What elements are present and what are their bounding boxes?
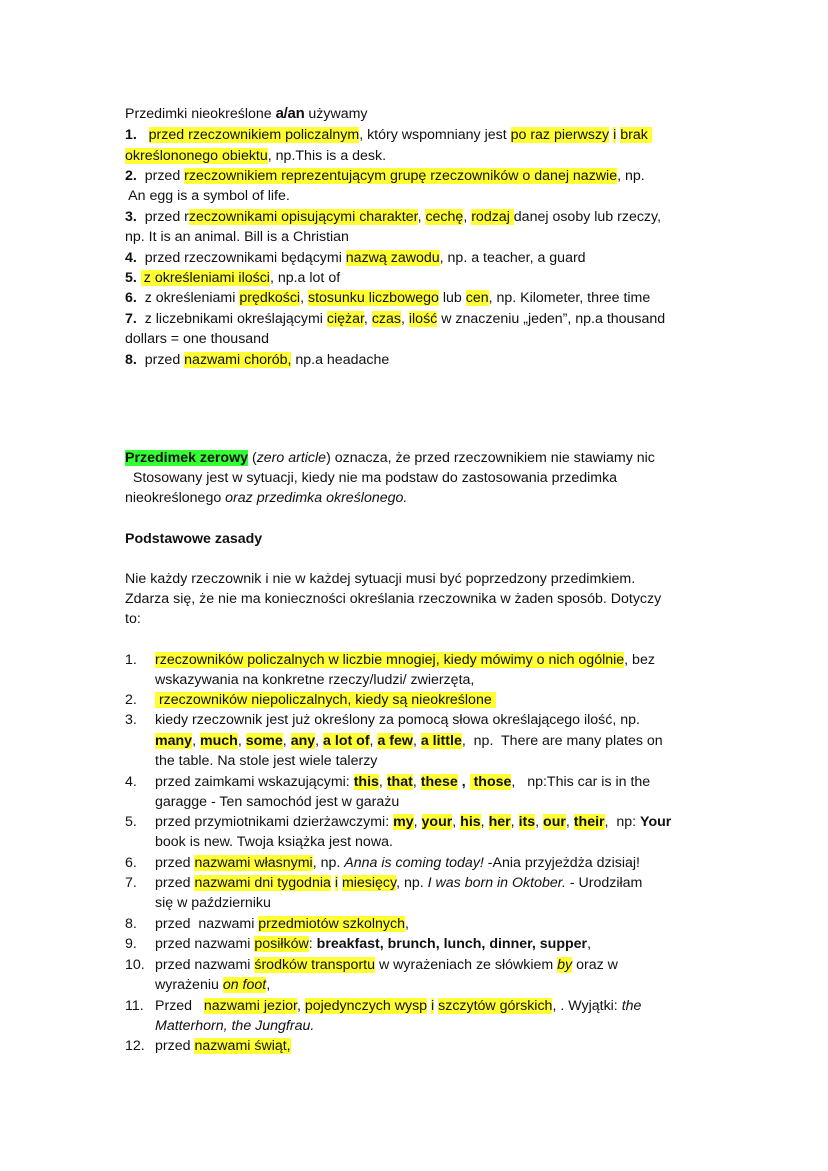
highlight: this [353,774,379,790]
text: - Urodziłam [565,875,643,891]
text: Your [640,814,672,830]
intro-bold-term: a/an [275,105,305,122]
highlight: that [386,774,413,790]
highlight: cen [465,290,489,306]
list-item-4-line-1 [155,772,650,792]
rule-3-line-1 [125,207,661,227]
text: danej osoby lub rzeczy, [513,209,662,225]
text: oraz w [572,957,618,973]
highlight: ilość [408,311,438,327]
intro-paragraph-1: Nie każdy rzeczownik i nie w każdej sytuacji musi być poprzedzony przedimkiem. [125,571,636,587]
rule-number: 4. [125,250,137,266]
text: , [565,814,570,830]
text: , np.This is a desk. [267,148,387,164]
text: przed [155,875,195,891]
text: Przed [155,998,204,1014]
text: ) oznacza, że przed rzeczownikiem nie stawiamy nic [326,450,655,466]
text: , [452,814,457,830]
highlight: posiłków [254,936,309,952]
intro-text: Przedimki nieokreślone [125,106,276,122]
text: lub [438,290,466,306]
highlight: his [460,814,481,830]
highlight: i [334,875,338,891]
list-item-3-line-2 [155,731,663,751]
text: przed nazwami [155,936,255,952]
list-number: 1. [125,652,137,668]
text: , [363,311,372,327]
section-heading: Podstawowe zasady [125,531,263,547]
highlight: brak [620,127,652,143]
highlight: rzeczowników policzalnych w liczbie mnogiej, kiedy mówimy o nich ogólnie [155,652,625,668]
text: , np.a lot of [269,270,341,286]
text: , [369,733,374,749]
text: , [296,998,305,1014]
highlight: ciężar [326,311,364,327]
list-number: 11. [125,998,144,1014]
highlight: i [613,127,617,143]
rule-8-line [125,350,389,370]
list-item-11-line-1 [155,996,641,1016]
rule-5-line [125,268,340,288]
list-item-1-line-1 [155,650,655,670]
list-number: 8. [125,916,137,932]
highlight: any [290,733,316,749]
highlight: przedmiotów szkolnych [258,916,405,932]
highlight: rodzaj [471,209,514,225]
text: breakfast, brunch, lunch, dinner, supper [316,936,588,952]
highlight: rzeczowników niepoliczalnych, kiedy są nieokreślone [155,692,496,708]
text: przed r [136,209,189,225]
list-number: 4. [125,774,137,790]
list-item-10-line-2 [155,975,270,995]
text: -Ania przyjeżdża dzisiaj! [483,855,640,871]
zero-article-line-3 [125,488,407,508]
text: , [535,814,540,830]
list-item-3-line-3: the table. Na stole jest wiele talerzy [155,753,378,769]
highlight: i [431,998,435,1014]
rule-4-line [125,248,586,268]
intro-paragraph-2: Zdarza się, że nie ma konieczności określania rzeczownika w żaden sposób. Dotyczy [125,591,662,607]
text: , np. [396,875,428,891]
text: np.a headache [291,352,390,368]
highlight: my [393,814,414,830]
text: przed [155,1038,195,1054]
text: , [587,936,592,952]
text: , np. There are many plates on [461,733,663,749]
rule-2-line-1 [125,166,645,186]
text: przed nazwami [155,916,259,932]
text: zero article [256,450,327,466]
text: przed [136,168,185,184]
highlight: prędkości [239,290,301,306]
text: , [417,209,426,225]
highlight: our [543,814,566,830]
list-number: 5. [125,814,137,830]
rule-number: 5. [125,270,137,286]
rule-7-line-2: dollars = one thousand [125,331,269,347]
text: , [457,774,470,790]
text: w znaczeniu „jeden”, np.a thousand [437,311,666,327]
list-item-2 [155,690,496,710]
highlight: przed rzeczownikiem policzalnym [148,127,360,143]
text: , [237,733,242,749]
rule-2-line-2: An egg is a symbol of life. [125,188,290,204]
highlight: zeczownikami opisującymi charakter [188,209,418,225]
rule-number: 2. [125,168,137,184]
text: , [480,814,485,830]
text: , [404,916,409,932]
highlight: a few [377,733,413,749]
list-number: 2. [125,692,137,708]
rule-number: 1. [125,127,137,143]
text: , [282,733,287,749]
text: , [266,977,271,993]
rule-6-line [125,288,650,308]
text: z określeniami [136,290,240,306]
highlight: on foot [222,977,267,993]
list-item-1-line-2: wskazywania na konkretne rzeczy/ludzi/ zwierzęta, [155,672,475,688]
text: , [412,733,417,749]
highlight: some [245,733,283,749]
highlight: nazwami świąt, [194,1038,291,1054]
list-item-10-line-1 [155,955,618,975]
list-item-8 [155,914,409,934]
zero-article-term: Przedimek zerowy [125,450,249,466]
text: , [315,733,320,749]
highlight: nazwami własnymi [194,855,313,871]
list-number: 10. [125,957,145,973]
text: , [463,209,472,225]
text: , np. a teacher, a guard [439,250,586,266]
highlight: szczytów górskich [438,998,553,1014]
highlight: z określeniami ilości [141,270,270,286]
highlight: many [155,733,193,749]
text: , bez [624,652,655,668]
highlight: their [573,814,605,830]
intro-paragraph-3: to: [125,611,141,627]
rule-number: 7. [125,311,137,327]
highlight: stosunku liczbowego [307,290,439,306]
highlight: by [557,957,573,973]
text: przed [155,855,195,871]
text: , [300,290,308,306]
list-number: 12. [125,1038,145,1054]
text: oraz przedimka określonego. [225,490,408,506]
rule-3-line-2: np. It is an animal. Bill is a Christian [125,229,349,245]
text: , [510,814,515,830]
highlight: its [518,814,536,830]
text: z liczebnikami określającymi [136,311,327,327]
list-item-9 [155,934,591,954]
text: , który wspomniany jest [359,127,511,143]
intro-after: używamy [304,106,368,122]
text: , np:This car is in the [511,774,651,790]
text: , [378,774,383,790]
list-number: 6. [125,855,137,871]
text: , np: [604,814,641,830]
list-item-5-line-2: book is new. Twoja książka jest nowa. [155,834,393,850]
list-number: 7. [125,875,137,891]
text: przed zaimkami wskazującymi: [155,774,354,790]
highlight: środków transportu [254,957,376,973]
text: przed [136,352,185,368]
highlight: those [469,774,512,790]
text: , [412,774,417,790]
text: przed nazwami [155,957,255,973]
highlight: much [199,733,238,749]
highlight: pojedynczych wysp [304,998,428,1014]
intro-line [125,104,368,124]
rule-number: 6. [125,290,137,306]
highlight: these [420,774,458,790]
list-item-5-line-1 [155,812,671,832]
highlight: czas [371,311,401,327]
highlight: a little [420,733,462,749]
highlight: a lot of [323,733,370,749]
highlight: rzeczownikiem reprezentującym grupę rzeczowników o danej nazwie [184,168,618,184]
text: , . Wyjątki: [552,998,622,1014]
highlight: your [421,814,453,830]
text: , [413,814,418,830]
text: nieokreślonego [125,490,226,506]
text: Anna is coming today! [344,855,484,871]
text: , [400,311,409,327]
highlight: her [488,814,511,830]
highlight: cechę [425,209,464,225]
list-item-6 [155,853,640,873]
highlight: nazwami dni tygodnia [194,875,331,891]
highlight: nazwami chorób, [184,352,292,368]
highlight: określononego obiektu [125,148,268,164]
list-item-12 [155,1036,291,1056]
rule-number: 3. [125,209,137,225]
spacer [137,127,149,143]
text: , np. [617,168,645,184]
text: the [621,998,642,1014]
text: przed przymiotnikami dzierżawczymi: [155,814,394,830]
list-item-3-line-1: kiedy rzeczownik jest już określony za pomocą słowa określającego ilość, np. [155,712,640,728]
rule-number: 8. [125,352,137,368]
text: I was born in Oktober. [427,875,566,891]
zero-article-line-2: Stosowany jest w sytuacji, kiedy nie ma podstaw do zastosowania przedimka [125,470,618,486]
text: w wyrażeniach ze słówkiem [375,957,558,973]
text: wyrażeniu [155,977,223,993]
list-item-4-line-2: garagge - Ten samochód jest w garażu [155,794,400,810]
highlight: po raz pierwszy [510,127,610,143]
text: : [308,936,317,952]
text: , np. Kilometer, three time [488,290,651,306]
text: , np. [312,855,345,871]
list-number: 9. [125,936,137,952]
text: ( [248,450,257,466]
list-item-11-line-2: Matterhorn, the Jungfrau. [155,1018,315,1034]
highlight: miesięcy [341,875,397,891]
list-number: 3. [125,712,137,728]
zero-article-line-1 [125,448,655,468]
rule-7-line-1 [125,309,665,329]
text: przed rzeczownikami będącymi [136,250,346,266]
list-item-7-line-2: się w październiku [155,895,271,911]
highlight: nazwami jezior [203,998,297,1014]
highlight: nazwą zawodu [345,250,440,266]
rule-1-line-2 [125,146,386,166]
rule-1-line-1 [125,125,652,145]
list-item-7-line-1 [155,873,642,893]
text: , [192,733,197,749]
